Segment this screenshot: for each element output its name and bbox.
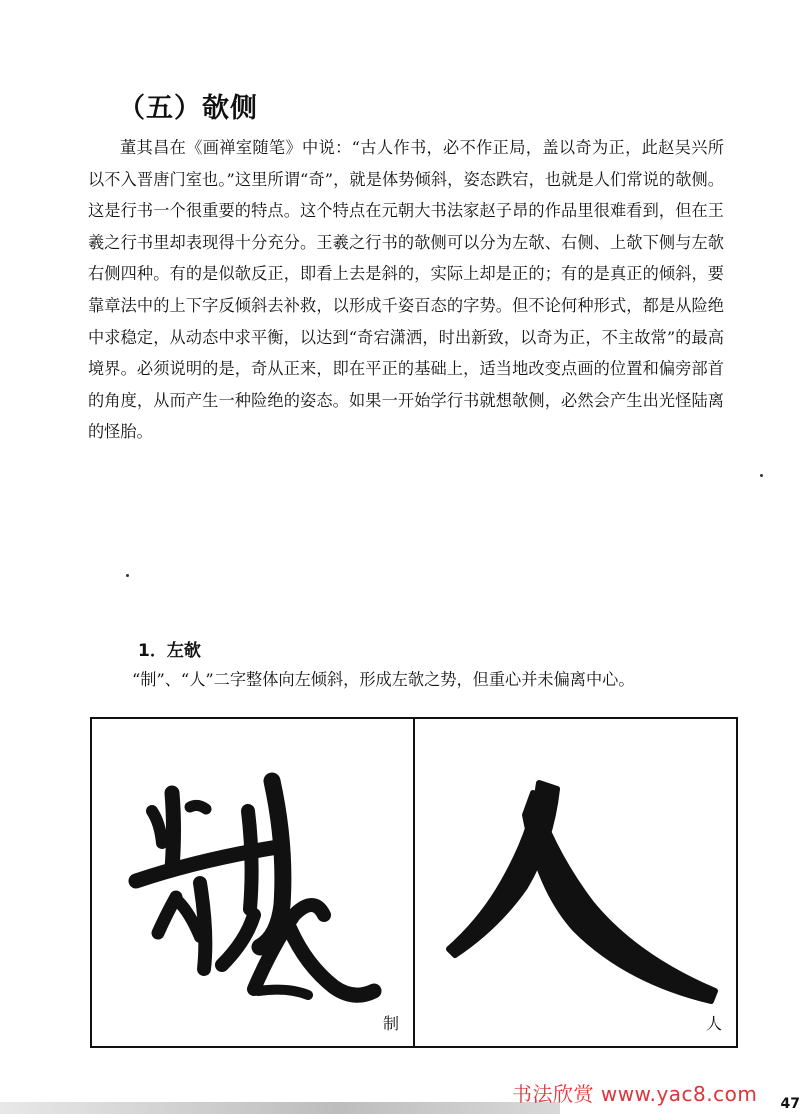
example-panel-ren [413,719,736,1046]
zhi-calligraphy-image [92,719,412,1046]
example-panel-zhi [92,719,413,1046]
scan-speck [760,474,763,477]
page-footer-bar [0,1102,560,1114]
scan-speck [126,574,129,577]
body-paragraph: 董其昌在《画禅室随笔》中说：“古人作书，必不作正局，盖以奇为正，此赵吴兴所以不入晋唐门室也。”这里所谓“奇”，就是体势倾斜，姿态跌宕，也就是人们常说的欹侧。这是行书一个很重要的特点。这个特点在元朝大书法家赵子昂的作品里很难看到，但在王羲之行书里却表现得十分充分。王羲之行书的欹侧可以分为左欹、右侧、上欹下侧与左欹右侧四种。有的是似欹反正，即看上去是斜的，实际上却是正的；有的是真正的倾斜，要靠章法中的上下字反倾斜去补救，以形成千姿百态的字势。但不论何种形式，都是从险绝中求稳定，从动态中求平衡，以达到“奇宕潇洒，时出新致，以奇为正，不主故常”的最高境界。必须说明的是，奇从正来，即在平正的基础上，适当地改变点画的位置和偏旁部首的角度，从而产生一种险绝的姿态。如果一开始学行书就想欹侧，必然会产生出光怪陆离的怪胎。 [88,138,724,442]
ren-calligraphy-image [415,719,737,1046]
char-label-zhi: 制 [382,1014,399,1033]
calligraphy-example-frame [90,717,738,1048]
site-watermark: 书法欣赏 www.yac8.com [512,1082,758,1106]
body-paragraph-container [88,132,724,448]
page-number: 47 [780,1096,800,1112]
char-label-ren: 人 [705,1014,722,1033]
subsection-caption: “制”、“人”二字整体向左倾斜，形成左欹之势，但重心并未偏离中心。 [132,670,635,689]
subsection-heading: 1．左欹 [138,641,201,661]
section-title: （五）欹侧 [118,93,258,124]
